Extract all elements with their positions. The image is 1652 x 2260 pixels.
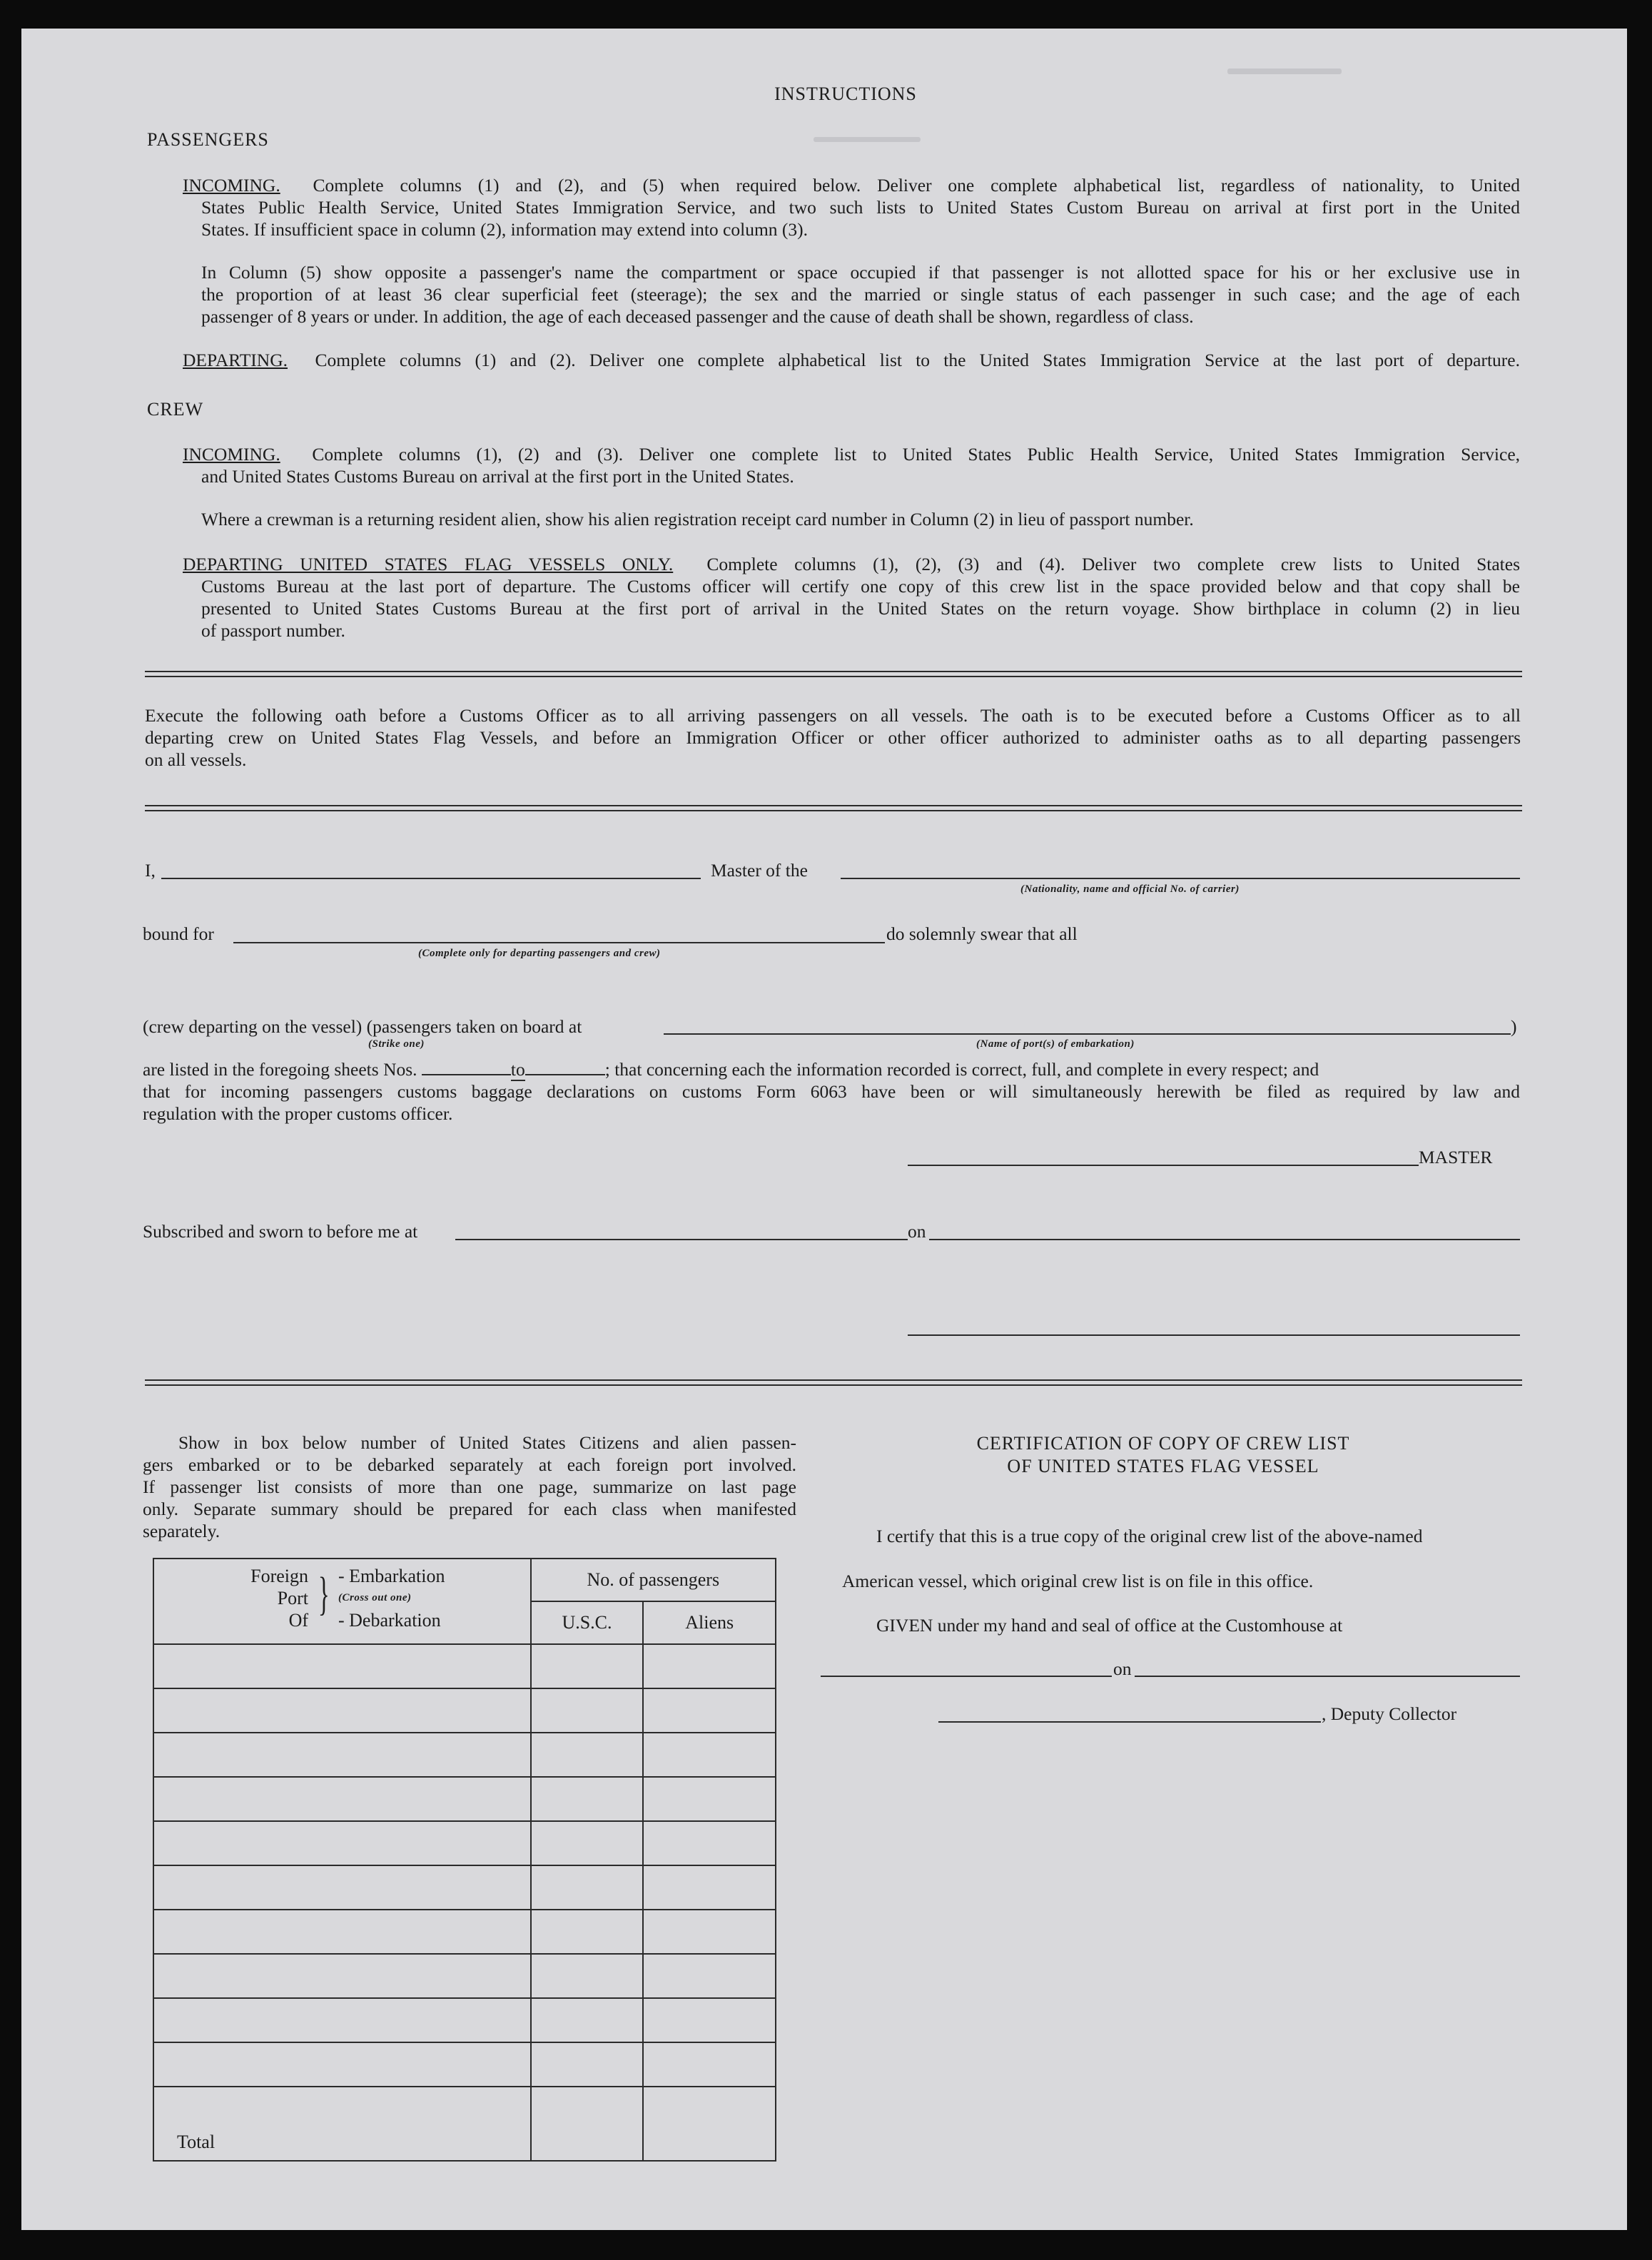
port-label: Port [277,1588,308,1608]
aliens-cell[interactable] [643,1777,776,1821]
passengers-column5 [201,261,1520,328]
scan-smudge [814,137,921,142]
certification-title-line: OF UNITED STATES FLAG VESSEL [1007,1456,1319,1476]
crew-departing-line: presented to United States Customs Bureau at the first port of arrival in the United States on the return voyage. Show birthplace in column (2) in lieu [201,598,1520,619]
summary-line: Show in box below number of United States Citizens and alien passen- [178,1432,796,1453]
port-cell[interactable] [153,1777,531,1821]
summary-line: separately. [143,1521,221,1541]
aliens-cell[interactable] [643,1865,776,1910]
crew-departing-line: Customs Bureau at the last port of departure. The Customs officer will certify one copy of this crew list in the space provided below and that copy shall be [201,576,1520,597]
usc-cell[interactable] [531,1954,644,1998]
column5-line: passenger of 8 years or under. In addition, the age of each deceased passenger and the cause of death shall be shown, regardless of class. [201,306,1194,327]
usc-cell[interactable] [531,1865,644,1910]
aliens-cell[interactable] [643,1821,776,1865]
incoming-text-line: States Public Health Service, United States Immigration Service, and two such lists to United States Custom Bureau on arrival at first port in the United [201,197,1520,218]
crew-departing-text: (crew departing on the vessel) (passengers taken on board at [143,1016,582,1037]
form-page [21,29,1627,2230]
crew-incoming-line: and United States Customs Bureau on arrival at the first port in the United States. [201,466,794,487]
summary-line: If passenger list consists of more than one page, summarize on last page [143,1476,796,1497]
aliens-header: Aliens [643,1601,776,1644]
cross-out-caption: (Cross out one) [338,1592,412,1603]
crew-departing-label: DEPARTING UNITED STATES FLAG VESSELS ONLY. [183,554,674,574]
close-paren: ) [1511,1016,1517,1037]
master-of-the-label: Master of the [711,860,808,881]
port-header-cell [153,1559,531,1644]
page-title: INSTRUCTIONS [774,83,917,104]
aliens-cell[interactable] [643,1910,776,1954]
usc-cell[interactable] [531,1998,644,2042]
port-cell[interactable] [153,1954,531,1998]
incoming-text-line: States. If insufficient space in column (2), information may extend into column (3). [201,219,809,240]
certification-on-label: on [1113,1658,1132,1679]
column5-line: the proportion of at least 36 clear superficial feet (steerage); the sex and the married or single status of each passenger in such case; and the age of each [201,284,1520,305]
oath-line: that for incoming passengers customs baggage declarations on customs Form 6063 have been or will simultaneously herewith be filed as required by law and [143,1081,1520,1102]
subscribed-on-label: on [908,1221,926,1242]
embarkation-option[interactable]: - Embarkation [338,1566,445,1586]
usc-total-cell[interactable] [531,2087,644,2161]
port-cell[interactable] [153,1688,531,1733]
subscribed-place-field[interactable] [455,1239,908,1240]
bound-caption: (Complete only for departing passengers and crew) [418,948,661,959]
certification-line: I certify that this is a true copy of the original crew list of the above-named [876,1526,1423,1546]
officer-signature-field[interactable] [908,1334,1520,1336]
oath-intro [145,704,1521,771]
certification-line: American vessel, which original crew list is on file in this office. [842,1571,1314,1591]
incoming-label: INCOMING. [183,175,280,196]
usc-header: U.S.C. [531,1601,644,1644]
crew-incoming-line: Complete columns (1), (2) and (3). Deliver one complete list to United States Public Health Service, United States Immigration Service, [312,444,1521,465]
summary-instructions [143,1431,796,1542]
debarkation-option[interactable]: - Debarkation [338,1610,441,1631]
summary-line: gers embarked or to be debarked separately at each foreign port involved. [143,1454,796,1475]
section-divider [145,805,1522,811]
certification-title [842,1432,1484,1478]
port-cell[interactable] [153,1865,531,1910]
port-cell[interactable] [153,1910,531,1954]
passengers-departing [183,349,1520,371]
passenger-summary-table [153,1558,776,2162]
passengers-heading: PASSENGERS [147,129,269,150]
aliens-cell[interactable] [643,2042,776,2087]
master-name-field[interactable] [161,878,701,879]
total-label: Total [177,2132,216,2152]
subscribed-label: Subscribed and sworn to before me at [143,1221,418,1242]
usc-cell[interactable] [531,1733,644,1777]
resident-alien-note: Where a crewman is a returning resident alien, show his alien registration receipt card number in Column (2) in lieu of passport number. [201,509,1194,529]
aliens-cell[interactable] [643,1954,776,1998]
oath-intro-line: Execute the following oath before a Customs Officer as to all arriving passengers on all vessels. The oath is to be executed before a Customs Officer as to all [145,705,1521,726]
listed-line [143,1058,1520,1080]
certification-date-field[interactable] [1135,1676,1520,1677]
certification-line: GIVEN under my hand and seal of office at the Customhouse at [876,1615,1343,1636]
oath-body [143,1080,1520,1125]
section-divider [145,1379,1522,1386]
crew-incoming [183,443,1520,487]
crew-incoming-label: INCOMING. [183,444,280,465]
port-cell[interactable] [153,1644,531,1688]
deputy-collector-label: , Deputy Collector [1322,1703,1457,1724]
crew-heading: CREW [147,399,204,420]
port-cell[interactable] [153,1821,531,1865]
master-label: MASTER [1419,1147,1493,1167]
swear-text: do solemnly swear that all [886,923,1078,944]
foreign-label: Foreign [250,1566,308,1586]
strike-one-caption: (Strike one) [368,1038,425,1050]
deputy-collector-signature-field[interactable] [938,1721,1321,1723]
aliens-cell[interactable] [643,1998,776,2042]
section-divider [145,671,1522,677]
aliens-cell[interactable] [643,1644,776,1688]
port-caption: (Name of port(s) of embarkation) [976,1038,1135,1050]
oath-intro-line: on all vessels. [145,749,247,770]
subscribed-date-field[interactable] [929,1239,1520,1240]
usc-cell[interactable] [531,1910,644,1954]
embarkation-port-field[interactable] [664,1033,1511,1035]
oath-i-label: I, [145,860,156,881]
customhouse-place-field[interactable] [821,1676,1112,1677]
bound-for-field[interactable] [233,942,885,943]
port-cell[interactable] [153,2042,531,2087]
crew-departing-line: of passport number. [201,620,345,641]
aliens-total-cell[interactable] [643,2087,776,2161]
bound-for-label: bound for [143,923,214,944]
listed-text-a: are listed in the foregoing sheets Nos. [143,1059,417,1080]
certification-title-line: CERTIFICATION OF COPY OF CREW LIST [976,1433,1350,1454]
listed-to: to [510,1059,525,1080]
carrier-field[interactable] [841,878,1520,879]
incoming-text-line: Complete columns (1) and (2), and (5) when required below. Deliver one complete alphabetical list, regardless of nationality, to United [313,175,1520,196]
usc-cell[interactable] [531,1644,644,1688]
usc-cell[interactable] [531,2042,644,2087]
aliens-cell[interactable] [643,1733,776,1777]
aliens-cell[interactable] [643,1688,776,1733]
port-cell[interactable] [153,1998,531,2042]
departing-label: DEPARTING. [183,350,288,370]
sheet-from-field[interactable] [422,1058,511,1075]
listed-text-b: ; that concerning each the information recorded is correct, full, and complete in every respect; and [604,1059,1319,1080]
oath-line: regulation with the proper customs officer. [143,1103,453,1124]
departing-text: Complete columns (1) and (2). Deliver one complete alphabetical list to the United States Immigration Service at the last port of departure. [315,350,1520,370]
passengers-incoming [183,174,1520,240]
scan-smudge [1227,69,1342,74]
usc-cell[interactable] [531,1688,644,1733]
usc-cell[interactable] [531,1821,644,1865]
of-label: Of [288,1610,308,1631]
usc-cell[interactable] [531,1777,644,1821]
column5-line: In Column (5) show opposite a passenger's name the compartment or space occupied if that passenger is not allotted space for his or her exclusive use in [201,262,1520,283]
oath-intro-line: departing crew on United States Flag Vessels, and before an Immigration Officer or other officer authorized to administer oaths as to all departing passengers [145,727,1521,748]
summary-line: only. Separate summary should be prepared for each class when manifested [143,1499,796,1519]
sheet-to-field[interactable] [525,1058,605,1075]
brace-glyph: } [318,1568,330,1620]
carrier-caption: (Nationality, name and official No. of carrier) [1020,883,1240,895]
crew-departing [183,553,1520,642]
crew-departing-line: Complete columns (1), (2), (3) and (4). Deliver two complete crew lists to United States [706,554,1520,574]
master-signature-field[interactable] [908,1165,1419,1166]
no-of-passengers-header: No. of passengers [531,1559,776,1601]
port-cell[interactable] [153,1733,531,1777]
total-cell [153,2087,531,2161]
